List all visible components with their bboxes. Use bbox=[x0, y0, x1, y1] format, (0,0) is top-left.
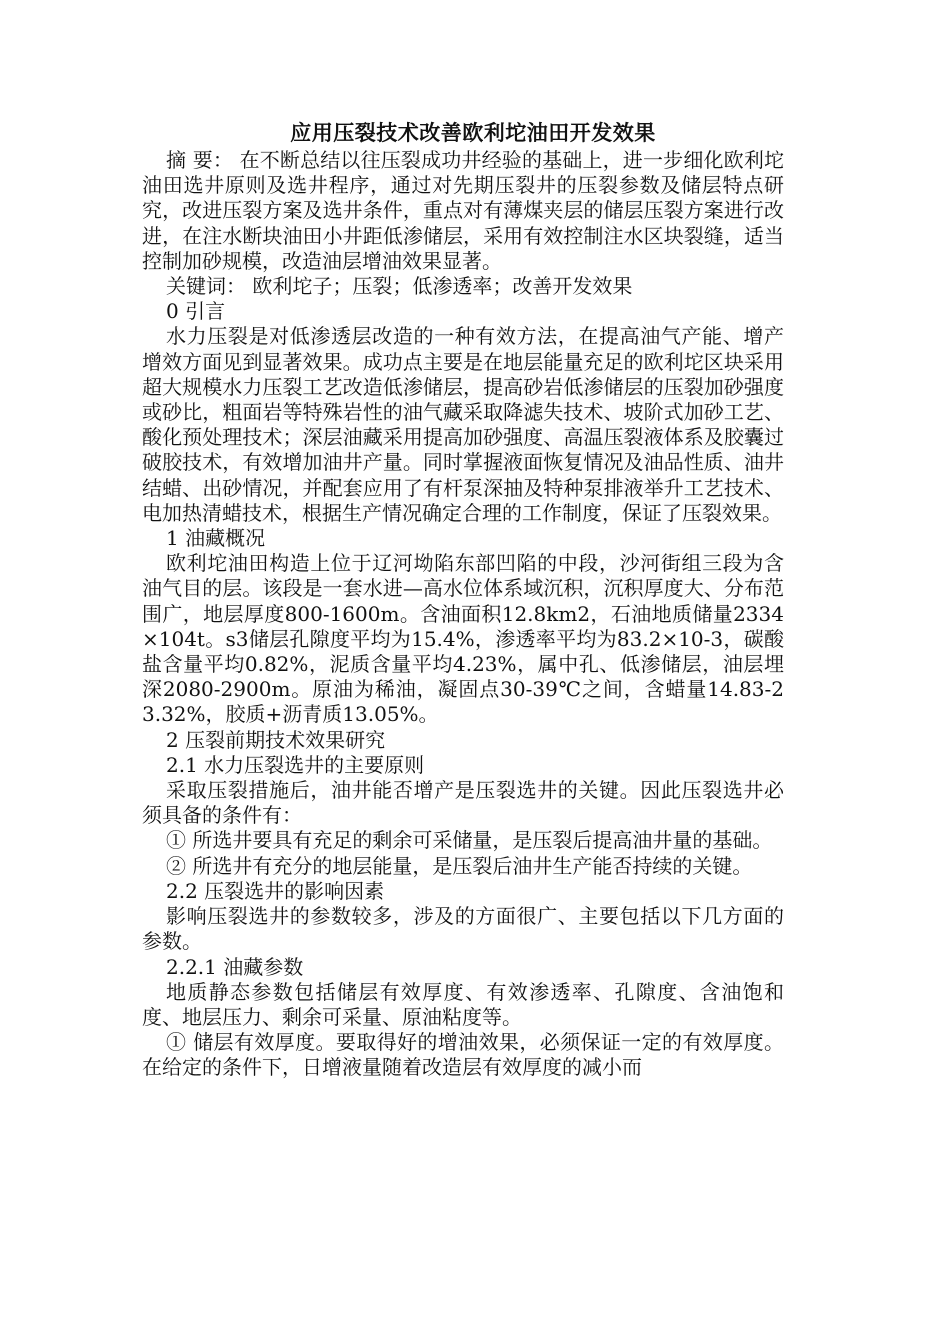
section-2-2-heading: 2.2 压裂选井的影响因素 bbox=[166, 878, 385, 903]
section-0-paragraph: 水力压裂是对低渗透层改造的一种有效方法，在提高油气产能、增产增效方面见到显著效果。成功点主要是在地层能量充足的欧利坨区块采用超大规模水力压裂工艺改造低渗储层，提高砂岩低渗储层的压裂加砂强度或砂比，粗面岩等特殊岩性的油气藏采取降滤失技术、坡阶式加砂工艺、酸化预处理技术；深层油藏采用提高加砂强度、高温压裂液体系及胶囊过破胶技术，有效增加油井产量。同时掌握液面恢复情况及油品性质、油井结蜡、出砂情况，并配套应用了有杆泵深抽及特种泵排液举升工艺技术、电加热清蜡技术，根据生产情况确定合理的工作制度，保证了压裂效果。 bbox=[142, 324, 784, 525]
abstract-paragraph bbox=[142, 148, 784, 274]
section-2-1-paragraph: 采取压裂措施后，油井能否增产是压裂选井的关键。因此压裂选井必须具备的条件有： bbox=[142, 778, 784, 828]
section-2-1-heading: 2.1 水力压裂选井的主要原则 bbox=[166, 752, 425, 777]
section-0-heading: 0 引言 bbox=[166, 299, 226, 324]
section-2-2-1-item-1: ① 储层有效厚度。要取得好的增油效果，必须保证一定的有效厚度。在给定的条件下，日增液量随着改造层有效厚度的减小而 bbox=[142, 1030, 784, 1080]
section-2-2-paragraph: 影响压裂选井的参数较多，涉及的方面很广、主要包括以下几方面的参数。 bbox=[142, 904, 784, 954]
section-2-1-item-2: ② 所选井有充分的地层能量，是压裂后油井生产能否持续的关键。 bbox=[166, 853, 753, 878]
section-2-2-1-paragraph: 地质静态参数包括储层有效厚度、有效渗透率、孔隙度、含油饱和度、地层压力、剩余可采量、原油粘度等。 bbox=[142, 979, 784, 1029]
abstract-label: 摘 要： bbox=[166, 148, 234, 172]
keywords-text: 欧利坨子；压裂；低渗透率；改善开发效果 bbox=[246, 274, 633, 299]
section-1-heading: 1 油藏概况 bbox=[166, 526, 266, 551]
keywords-paragraph bbox=[142, 274, 784, 299]
section-2-2-1-heading: 2.2.1 油藏参数 bbox=[166, 954, 304, 979]
document-body bbox=[142, 118, 784, 1081]
section-2-heading: 2 压裂前期技术效果研究 bbox=[166, 727, 386, 752]
document-title: 应用压裂技术改善欧利坨油田开发效果 bbox=[290, 121, 656, 145]
section-1-paragraph: 欧利坨油田构造上位于辽河坳陷东部凹陷的中段，沙河街组三段为含油气目的层。该段是一套水进—高水位体系域沉积，沉积厚度大、分布范围广，地层厚度800-1600m。含油面积12.8km2，石油地质储量2334×104t。s3储层孔隙度平均为15.4%，渗透率平均为83.2×10-3，碳酸盐含量平均0.82%，泥质含量平均4.23%，属中孔、低渗储层，油层埋深2080-2900m。原油为稀油，凝固点30-39℃之间，含蜡量14.83-23.32%，胶质+沥青质13.05%。 bbox=[142, 551, 784, 727]
abstract-text: 在不断总结以往压裂成功井经验的基础上，进一步细化欧利坨油田选井原则及选井程序，通过对先期压裂井的压裂参数及储层特点研究，改进压裂方案及选井条件，重点对有薄煤夹层的储层压裂方案进行改进，在注水断块油田小井距低渗储层，采用有效控制注水区块裂缝，适当控制加砂规模，改造油层增油效果显著。 bbox=[142, 148, 785, 273]
section-2-1-item-1: ① 所选井要具有充足的剩余可采储量，是压裂后提高油井量的基础。 bbox=[166, 828, 773, 853]
keywords-label: 关键词： bbox=[166, 274, 246, 299]
